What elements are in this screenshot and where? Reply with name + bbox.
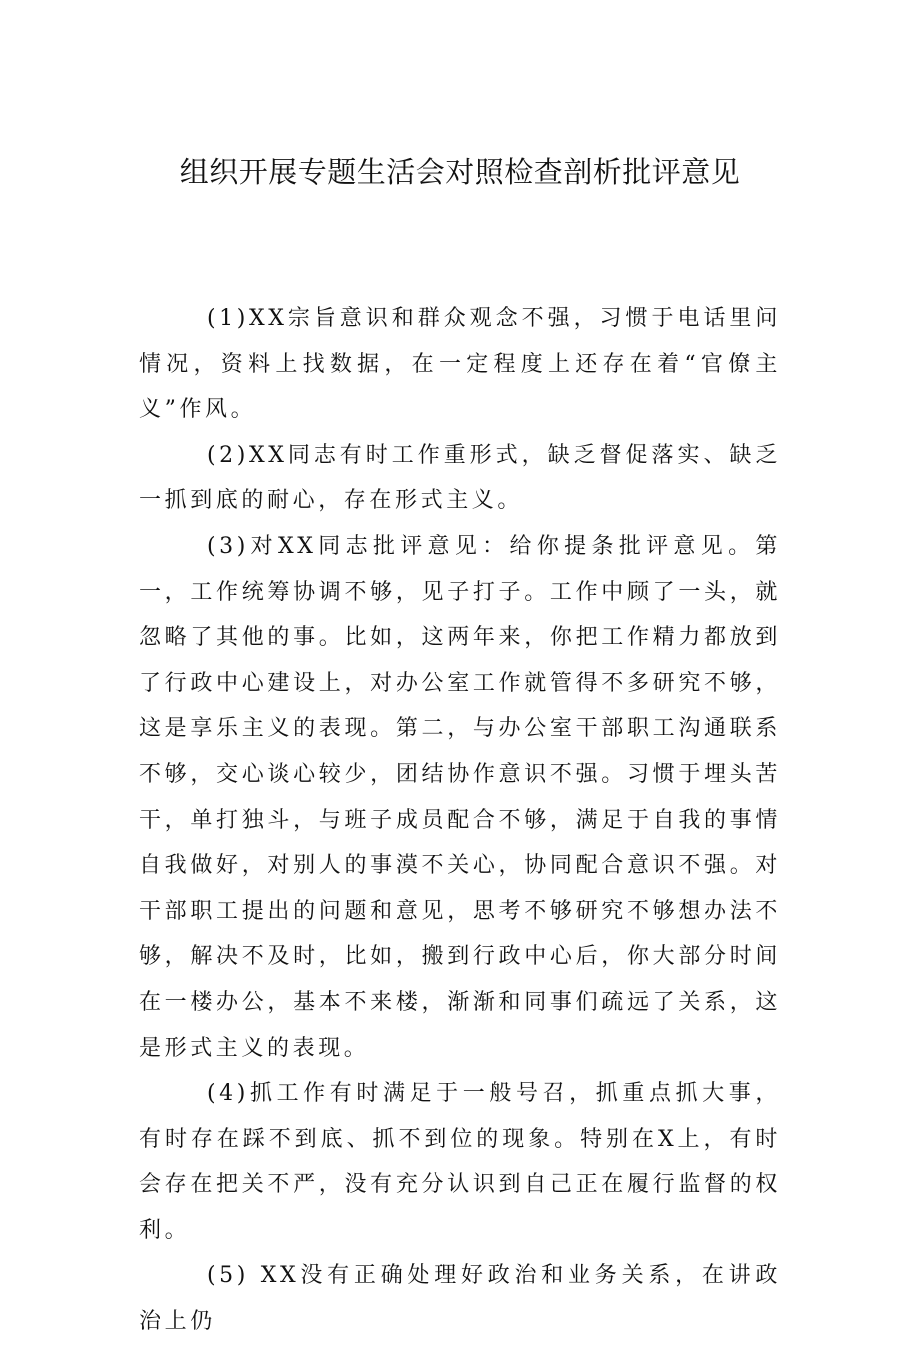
paragraph-2: (2)XX同志有时工作重形式，缺乏督促落实、缺乏一抓到底的耐心，存在形式主义。 bbox=[139, 442, 781, 514]
document-body bbox=[139, 296, 781, 1345]
paragraph-4: (4)抓工作有时满足于一般号召，抓重点抓大事，有时存在踩不到底、抓不到位的现象。特别在X上，有时会存在把关不严，没有充分认识到自己正在履行监督的权利。 bbox=[139, 1081, 781, 1243]
document-title: 组织开展专题生活会对照检查剖析批评意见 bbox=[179, 155, 741, 189]
paragraph-5: (5) XX没有正确处理好政治和业务关系，在讲政治上仍 bbox=[139, 1263, 781, 1335]
paragraph-3: (3)对XX同志批评意见：给你提条批评意见。第一，工作统筹协调不够，见子打子。工作中顾了一头，就忽略了其他的事。比如，这两年来，你把工作精力都放到了行政中心建设上，对办公室工作就管得不多研究不够，这是享乐主义的表现。第二，与办公室干部职工沟通联系不够，交心谈心较少，团结协作意识不强。习惯于埋头苦干，单打独斗，与班子成员配合不够，满足于自我的事情自我做好，对别人的事漠不关心，协同配合意识不强。对干部职工提出的问题和意见，思考不够研究不够想办法不够，解决不及时，比如，搬到行政中心后，你大部分时间在一楼办公，基本不来楼，渐渐和同事们疏远了关系，这是形式主义的表现。 bbox=[139, 533, 781, 1061]
paragraph-1: (1)XX宗旨意识和群众观念不强，习惯于电话里问情况，资料上找数据，在一定程度上还存在着“官僚主义”作风。 bbox=[139, 306, 781, 423]
